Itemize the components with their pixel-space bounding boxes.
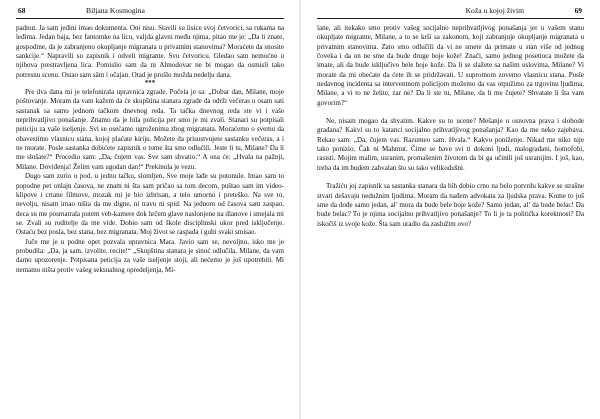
paragraph: padnut. Ja sam jedini imao dokumenta. Oni nisu. Stavili su lisice svoj četvorici, sa rukama na leđima. Jedan baja, bez fantomke na licu, valjda glavni među njima, pitao me je: „Da li znate, gospodine, da je zabranjeno okupljanje migranata u privatnim stanovima? Moraćete da snosite sankcije.“ Napravili su zapisnik i odveli migrante. Svu četvoricu. Gledao sam nemoćno u njihova prestravljena lica. Pomislio sam da ni Almodovar ne bi mogao da osmisli tako potresnu scenu. Ostao sam sâm i očajan. Otad je prošlo možda nedelju dana.	[16, 24, 284, 79]
right-page-text	[317, 24, 584, 229]
page-number: 69	[574, 6, 582, 15]
header-rule	[317, 18, 584, 19]
paragraph: Pre dva dana mi je telefonirala upravnica zgrade. Počela je sa: „Dobar dan, Milane, moje poštovanje. Moram da vam kažem da će skupština stanara zgrade da održi večeras u osam sati sastanak sa samo jednom tačkom dnevnog reda. Ta tačka dnevnog reda ste vi i vaše neprihvatljivo ponašanje. Znamo da je bila policija per smo je mi zvali. Stanari su potpisali peticiju za vaše iseljenje. Svi se osećamo ugroženima zbog migranata. Moraćemo o svemu da obavestimo vlasnicu stana, kojoj plaćate kiriju. Možete da prisustvujete sastanku večeras, a i ne morate. Posle sastanka dobićete zapisnik o tome šta smo odlučili. Jeste li tu, Milane? Da li me slušate?“ Procedio sam: „Da, čujem vas. Sve sam shvatio.“ A ona će: „Hvala na pažnji, Milane. Doviđenja! Želim vam ugodan dan!“ Prekinula je vezu.	[16, 88, 284, 171]
running-title: Koža u kojoj živim	[465, 6, 524, 15]
paragraph: lane, ali itekako smo protiv vašeg socijalno neprihvatljivog ponašanja jer u vašem stanu okupljate migrante, Milane, a to se krši sa zakonom, koji zabranjuje okupljanje migranata u privatnim stanovima. Zato smo odlučili da vi ne smete da primate u stan više od jednog čoveka i da on ne sme da bude druge boje kože! Znači, samo jednog posetioca možete da imate, ali da bude isključivo bele boje kože. Da li se slažete sa našim uslovima, Milane? Vi morate da mi obećate da ćete ih se pridržavati. U suprotnom zovemo vlasnicu stana. Posle nedavnog incidenta sa interventnom policijom možemo da vas otpužimo za trgovinu ljudima, Milane, a vi to ne želite, zar ne? Da li ste tu, Milane, da li me čujete? Shvatate li šta vam govorim?“	[317, 24, 584, 107]
running-title: Biljana Kosmogina	[86, 6, 145, 15]
paragraph: Dugo sam zurio u pod, u jednu tačku, slomljen. Sve moje lađe su potonule. Imao sam to popodne pet onlajn časova, ne znam ni šta sam pričao sa tom decom, puštao sam im video-klipove i crtane filmove, mozak mi je bio izbrisan, a telo umorno i preteško. Na sve to, nevolju, nisam imao ništa da me digne, ni travu ni spid. Na jednom od časova sam zaspao, deca su me posmatrala putem veb-kamere dok hrčem glave naslonjene na dlanove i smejala mi se. Zvali su roditelje da me vide. Dobio sam od škole disciplinski ukor pred isključenje. Ostaću bez posla, bez stana, bez migranata. Moj život se raspada i gubi svaki smisao.	[16, 172, 284, 237]
left-page-header	[16, 4, 284, 18]
paragraph: Tražiću joj zapisnik sa sastanka stanara da bih dobio crno na belo potvrdu kakve se strašne stvari dešavaju nedužnim ljudima. Moram da nađem advokata za ljudska prava. Kome to još sme da dođe samo jedan, al’ mora da bude bele boje kože? Samo jedan, al’ da bude belac! Da bude belac? To je njima socijalno prihvatljivo ponašanje? To li je ta politička korektnost? Da iskočiš iz svoje kože. Šta sam uradio da zaslužim ovo?	[317, 182, 584, 228]
paragraph: Ne, nisam mogao da shvatim. Kakve su to ucene? Mešanje u osnovna prava i slobode građana? Kakvi su to katanci socijalno prihvatljivog ponašanja? Kao da me neko zajebava. Rekao sam: „Da, čujem vas. Razumeo sam. Hvala.“ Kakvo poniženje. Nikad me niko nije tako ponizio. Čak ni Mahmut. Čime se bave svi ti dokoni ljudi, malograđani, homofobi, rasisti. Mojim malim, usranim, promašenim životom da bi ga učinili još usranijim. I još, kao, treba da im budem zahvalan što su tako velikodušni.	[317, 117, 584, 172]
left-page-text	[16, 24, 284, 275]
right-page-header	[317, 4, 584, 18]
section-separator: ***	[144, 80, 156, 88]
paragraph: Juče me je u podne opet pozvala upravnica Mara. Javio sam se, nevoljno, isko me je probudila: „Da, ja sam, izvolite, recite!“ „Skupština stanara je sinoć odlučila, Milane, da vam damo upozorenje. Potpisana peticija za vaše iseljenje stoji, ali nećemo je još upotrebiti. Mi nemamo ništa protiv vašeg seksualnog opredeljenja, Mi-	[16, 237, 284, 274]
header-rule	[16, 18, 284, 19]
right-page	[300, 0, 600, 419]
page-number: 68	[18, 6, 26, 15]
